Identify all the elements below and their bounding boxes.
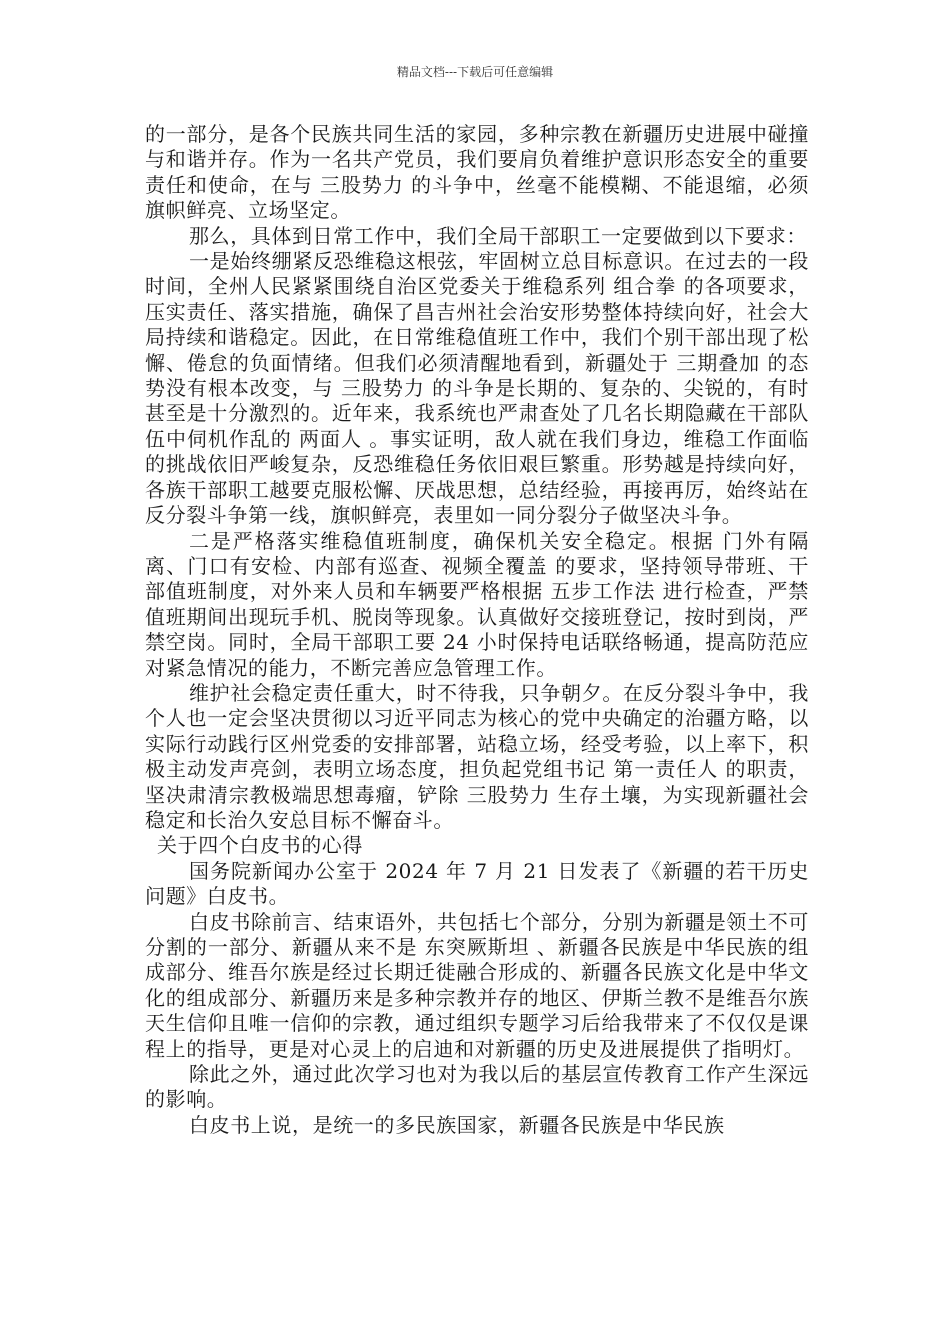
document-body	[145, 122, 809, 1138]
paragraph-continuation: 的一部分，是各个民族共同生活的家园，多种宗教在新疆历史进展中碰撞与和谐并存。作为一名共产党员，我们要肩负着维护意识形态安全的重要责任和使命，在与 三股势力 的斗争中，丝毫不能模糊、不能退缩，必须旗帜鲜亮、立场坚定。	[145, 122, 809, 223]
paragraph-conclusion: 维护社会稳定责任重大，时不待我，只争朝夕。在反分裂斗争中，我个人也一定会坚决贯彻以习近平同志为核心的党中央确定的治疆方略，以实际行动践行区州党委的安排部署，站稳立场，经受考验，以上率下，积极主动发声亮剑，表明立场态度，担负起党组书记 第一责任人 的职责，坚决肃清宗教极端思想毒瘤，铲除 三股势力 生存土壤，为实现新疆社会稳定和长治久安总目标不懈奋斗。	[145, 680, 809, 832]
paragraph-whitepaper-release: 国务院新闻办公室于 2024 年 7 月 21 日发表了《新疆的若干历史问题》白皮书。	[145, 858, 809, 909]
paragraph-requirements-intro: 那么，具体到日常工作中，我们全局干部职工一定要做到以下要求：	[189, 223, 807, 248]
section-heading: 关于四个白皮书的心得	[157, 833, 363, 858]
paragraph-whitepaper-contents: 白皮书除前言、结束语外，共包括七个部分，分别为新疆是领土不可分割的一部分、新疆从来不是 东突厥斯坦 、新疆各民族是中华民族的组成部分、维吾尔族是经过长期迁徙融合形成的、新疆各民族文化是中华文化的组成部分、新疆历来是多种宗教并存的地区、伊斯兰教不是维吾尔族天生信仰且唯一信仰的宗教，通过组织专题学习后给我带来了不仅仅是课程上的指导，更是对心灵上的启迪和对新疆的历史及进展提供了指明灯。	[145, 909, 809, 1061]
paragraph-whitepaper-quote: 白皮书上说，是统一的多民族国家，新疆各民族是中华民族	[189, 1112, 725, 1137]
page-header: 精品文档---下载后可任意编辑	[396, 65, 554, 79]
paragraph-point-two: 二是严格落实维稳值班制度，确保机关安全稳定。根据 门外有隔离、门口有安检、内部有巡查、视频全覆盖 的要求，坚持领导带班、干部值班制度，对外来人员和车辆要严格根据 五步工作法 进行检查，严禁值班期间出现玩手机、脱岗等现象。认真做好交接班登记，按时到岗，严禁空岗。同时，全局干部职工要 24 小时保持电话联络畅通，提高防范应对紧急情况的能力，不断完善应急管理工作。	[145, 528, 809, 680]
paragraph-point-one: 一是始终绷紧反恐维稳这根弦，牢固树立总目标意识。在过去的一段时间，全州人民紧紧围绕自治区党委关于维稳系列 组合拳 的各项要求，压实责任、落实措施，确保了昌吉州社会治安形势整体持续向好，社会大局持续和谐稳定。因此，在日常维稳值班工作中，我们个别干部出现了松懈、倦怠的负面情绪。但我们必须清醒地看到，新疆处于 三期叠加 的态势没有根本改变，与 三股势力 的斗争是长期的、复杂的、尖锐的，有时甚至是十分激烈的。近年来，我系统也严肃查处了几名长期隐藏在干部队伍中伺机作乱的 两面人 。事实证明，敌人就在我们身边，维稳工作面临的挑战依旧严峻复杂，反恐维稳任务依旧艰巨繁重。形势越是持续向好，各族干部职工越要克服松懈、厌战思想，总结经验，再接再厉，始终站在反分裂斗争第一线，旗帜鲜亮，表里如一同分裂分子做坚决斗争。	[145, 249, 809, 528]
paragraph-impact: 除此之外，通过此次学习也对为我以后的基层宣传教育工作产生深远的影响。	[145, 1062, 809, 1112]
